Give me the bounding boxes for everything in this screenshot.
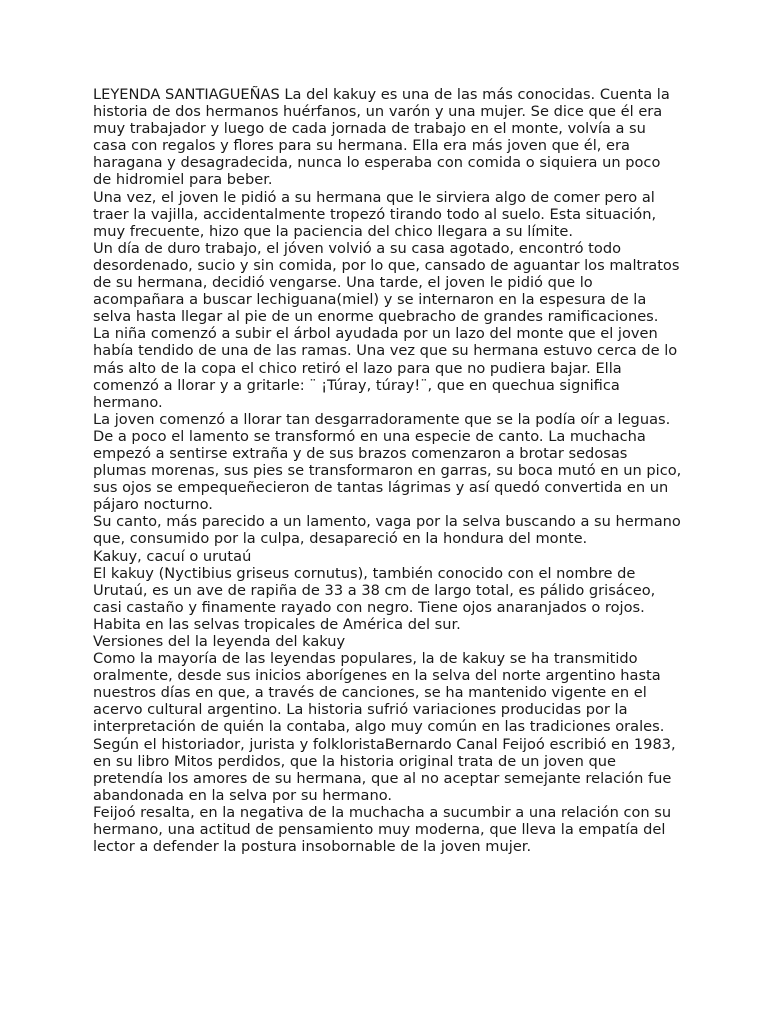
- paragraph: Un día de duro trabajo, el jóven volvió a su casa agotado, encontró todo desordenado, sucio y sin comida, por lo que, cansado de aguantar los maltratos de su hermana, decidió vengarse. Una tarde, el joven le pidió que lo acompañara a buscar lechiguana(miel) y se internaron en la espesura de la selva hasta llegar al pie de un enorme quebracho de grandes ramificaciones.: [93, 239, 680, 326]
- paragraph: La joven comenzó a llorar tan desgarradoramente que se la podía oír a leguas. De a poco el lamento se transformó en una especie de canto. La muchacha empezó a sentirse extraña y de sus brazos comenzaron a brotar sedosas plumas morenas, sus pies se transformaron en garras, su boca mutó en un pico, sus ojos se empequeñecieron de tantas lágrimas y así quedó convertida en un pájaro nocturno.: [93, 410, 682, 514]
- paragraph: Feijoó resalta, en la negativa de la muchacha a sucumbir a una relación con su hermano, una actitud de pensamiento muy moderna, que lleva la empatía del lector a defender la postura insobornable de la joven mujer.: [93, 803, 672, 856]
- paragraph: Como la mayoría de las leyendas populares, la de kakuy se ha transmitido oralmente, desde sus inicios aborígenes en la selva del norte argentino hasta nuestros días en que, a través de canciones, se ha mantenido vigente en el acervo cultural argentino. La historia sufrió variaciones producidas por la interpretación de quién la contaba, algo muy común en las tradiciones orales.: [93, 650, 665, 736]
- document-body: [93, 86, 683, 855]
- paragraph-intro: LEYENDA SANTIAGUEÑAS La del kakuy es una de las más conocidas. Cuenta la historia de dos hermanos huérfanos, un varón y una mujer. Se dice que él era muy trabajador y luego de cada jornada de trabajo en el monte, volvía a su casa con regalos y flores para su hermana. Ella era más joven que él, era haragana y desagradecida, nunca lo esperaba con comida o siquiera un poco de hidromiel para beber.: [93, 86, 670, 189]
- paragraph: Su canto, más parecido a un lamento, vaga por la selva buscando a su hermano que, consumido por la culpa, desapareció en la hondura del monte.: [93, 513, 681, 548]
- paragraph: La niña comenzó a subir el árbol ayudada por un lazo del monte que el joven había tendido de una de las ramas. Una vez que su hermana estuvo cerca de lo más alto de la copa el chico retiró el lazo para que no pudiera bajar. Ella comenzó a llorar y a gritarle: ¨ ¡Túray, túray!¨, que en quechua significa hermano.: [93, 325, 678, 411]
- section-heading: Kakuy, cacuí o urutaú: [93, 547, 252, 565]
- section-heading: Versiones del la leyenda del kakuy: [93, 633, 346, 650]
- paragraph: El kakuy (Nyctibius griseus cornutus), también conocido con el nombre de Urutaú, es un ave de rapiña de 33 a 38 cm de largo total, es pálido grisáceo, casi castaño y finamente rayado con negro. Tiene ojos anaranjados o rojos. Habita en las selvas tropicales de América del sur.: [93, 564, 656, 633]
- paragraph: Una vez, el joven le pidió a su hermana que le sirviera algo de comer pero al traer la vajilla, accidentalmente tropezó tirando todo al suelo. Esta situación, muy frecuente, hizo que la paciencia del chico llegara a su límite.: [93, 188, 657, 240]
- paragraph: Según el historiador, jurista y folkloristaBernardo Canal Feijoó escribió en 1983, en su libro Mitos perdidos, que la historia original trata de un joven que pretendía los amores de su hermana, que al no aceptar semejante relación fue abandonada en la selva por su hermano.: [93, 735, 676, 804]
